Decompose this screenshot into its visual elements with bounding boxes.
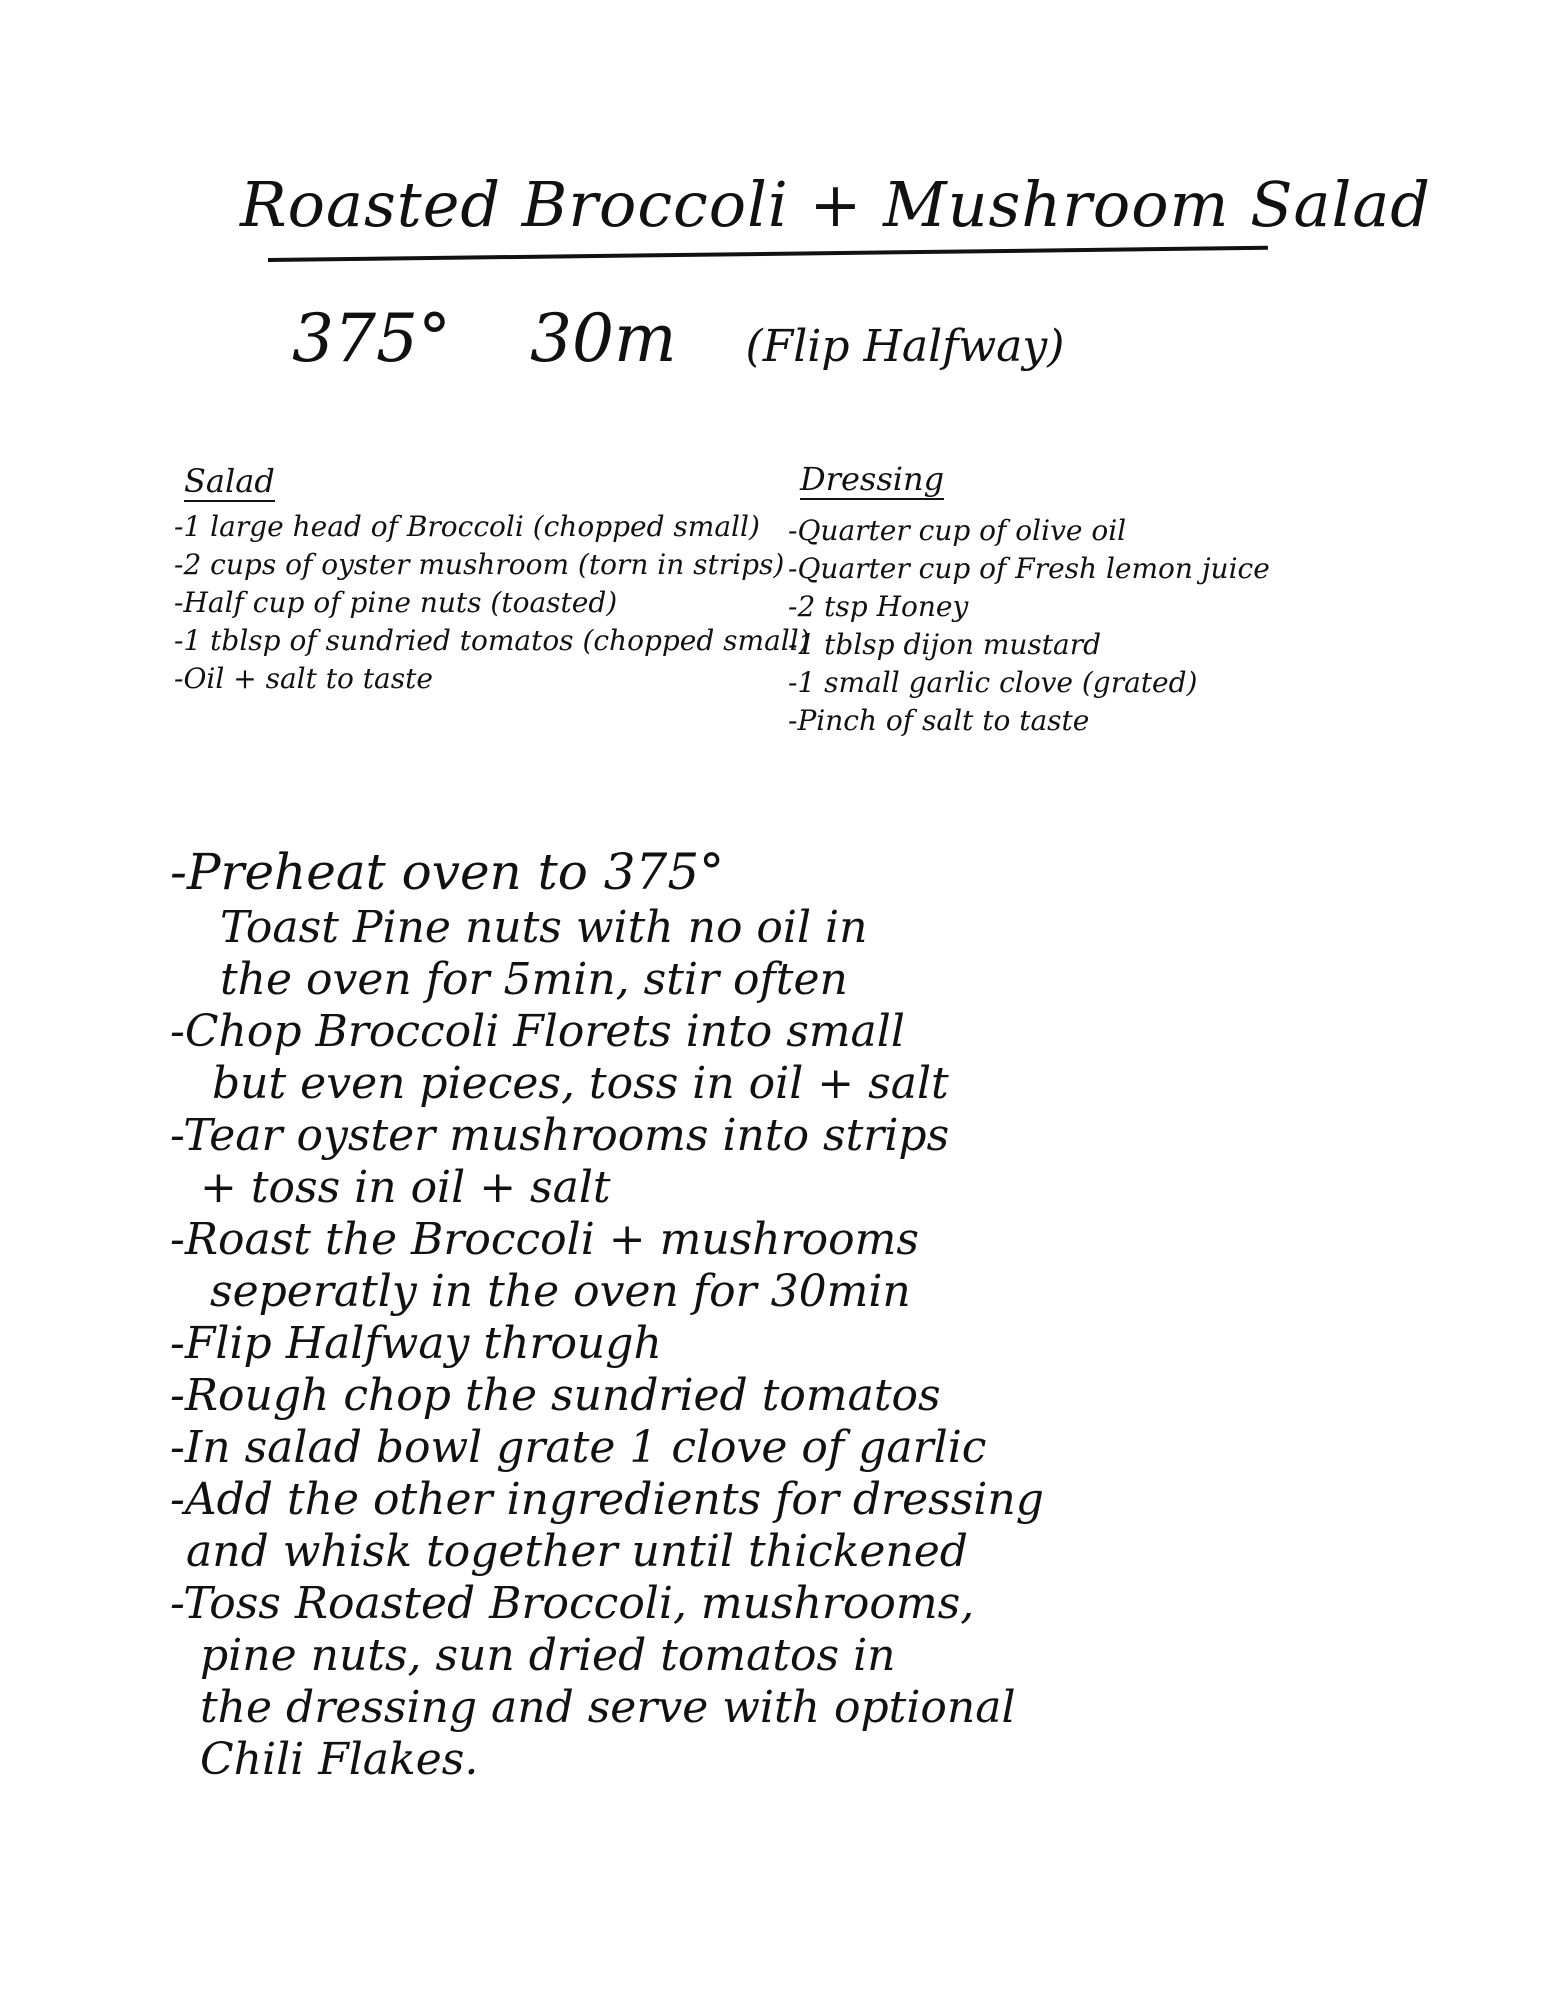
salad-heading (184, 462, 275, 502)
step-line: Toast Pine nuts with no oil in (220, 902, 868, 953)
list-item: -1 tblsp of sundried tomatos (chopped small) (174, 624, 810, 657)
dressing-ingredient-list (788, 512, 1270, 740)
step-line: + toss in oil + salt (200, 1162, 611, 1213)
salad-ingredient-list (174, 508, 810, 698)
list-item: -Pinch of salt to taste (788, 704, 1090, 737)
step-line: -Roast the Broccoli + mushrooms (170, 1214, 919, 1265)
step-line: -Preheat oven to 375° (170, 843, 725, 901)
step-line: -Add the other ingredients for dressing (170, 1474, 1044, 1525)
recipe-title: Roasted Broccoli + Mushroom Salad (240, 168, 1431, 241)
step-line: -Tear oyster mushrooms into strips (170, 1110, 950, 1161)
step-line: Chili Flakes. (200, 1734, 479, 1785)
salad-heading-text: Salad (184, 462, 275, 500)
list-item: -1 tblsp dijon mustard (788, 628, 1102, 661)
instruction-steps (170, 842, 1044, 1786)
step-line: -Chop Broccoli Florets into small (170, 1006, 905, 1057)
step-line: -Flip Halfway through (170, 1318, 662, 1369)
list-item: -2 cups of oyster mushroom (torn in strips) (174, 548, 785, 581)
step-line: -Rough chop the sundried tomatos (170, 1370, 941, 1421)
step-line: pine nuts, sun dried tomatos in (200, 1630, 896, 1681)
step-line: seperatly in the oven for 30min (210, 1266, 911, 1317)
list-item: -2 tsp Honey (788, 590, 969, 623)
step-line: -Toss Roasted Broccoli, mushrooms, (170, 1578, 975, 1629)
title-underline (268, 246, 1268, 262)
step-line: but even pieces, toss in oil + salt (212, 1058, 949, 1109)
list-item: -1 small garlic clove (grated) (788, 666, 1198, 699)
step-line: and whisk together until thickened (186, 1526, 968, 1577)
salad-heading-underline (184, 500, 275, 502)
oven-time: 30m (529, 300, 677, 377)
step-line: -In salad bowl grate 1 clove of garlic (170, 1422, 987, 1473)
list-item: -1 large head of Broccoli (chopped small) (174, 510, 760, 543)
list-item: -Quarter cup of olive oil (788, 514, 1127, 547)
step-line: the oven for 5min, stir often (220, 954, 848, 1005)
dressing-heading (800, 460, 944, 500)
list-item: -Oil + salt to taste (174, 662, 433, 695)
step-line: the dressing and serve with optional (200, 1682, 1016, 1733)
list-item: -Quarter cup of Fresh lemon juice (788, 552, 1270, 585)
oven-note: (Flip Halfway) (745, 321, 1065, 372)
oven-temperature: 375° (292, 300, 451, 377)
list-item: -Half cup of pine nuts (toasted) (174, 586, 618, 619)
dressing-heading-text: Dressing (800, 460, 945, 498)
oven-settings (292, 300, 1064, 377)
dressing-heading-underline (800, 498, 944, 500)
